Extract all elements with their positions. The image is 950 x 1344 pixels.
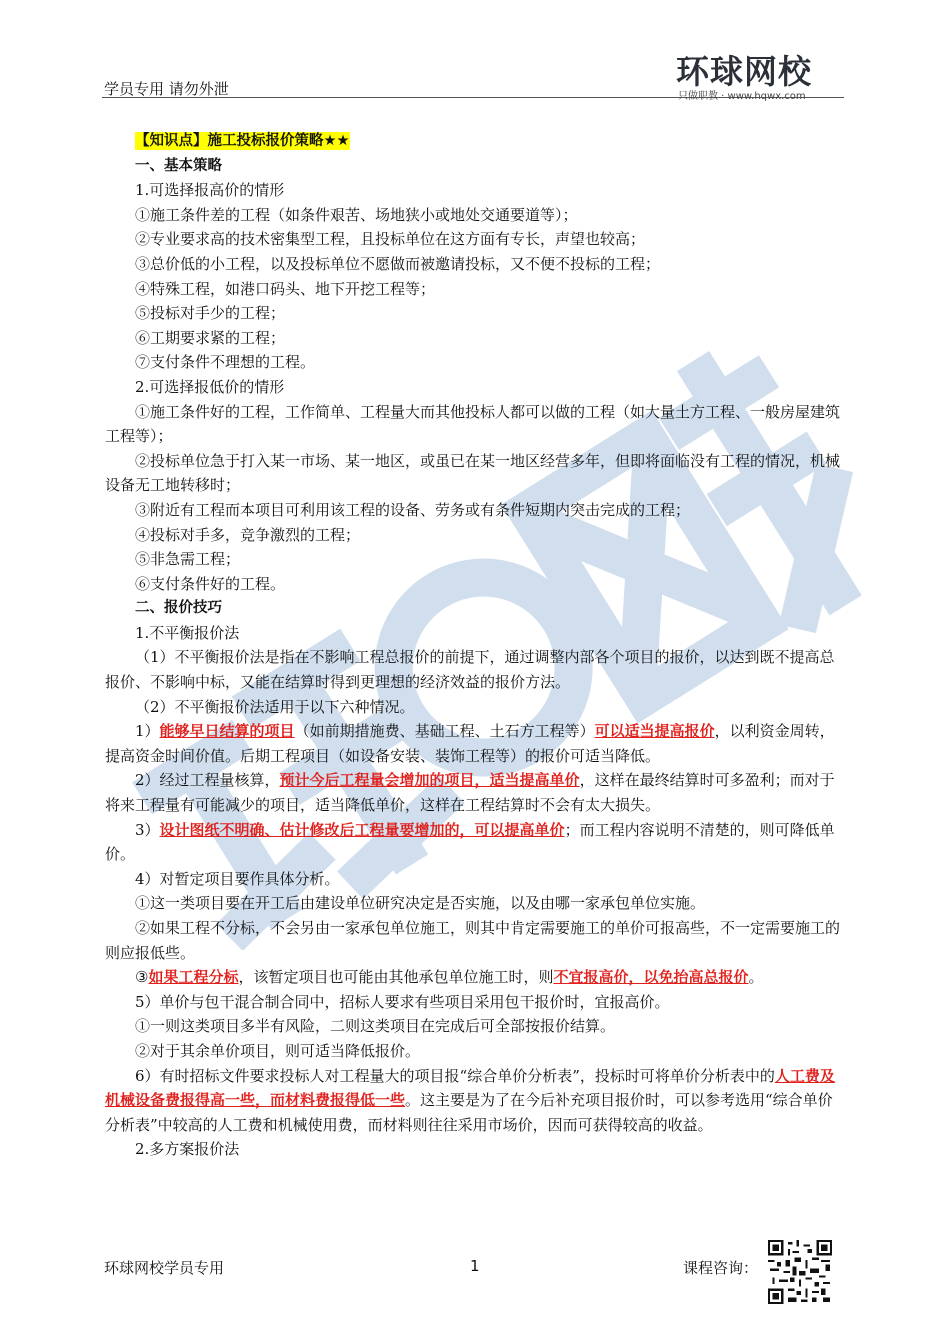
paragraph-case-4: 4）对暂定项目要作具体分析。 <box>135 869 340 888</box>
paragraph-case-1 <box>105 719 845 768</box>
list-item: ③总价低的小工程，以及投标单位不愿做而被邀请投标，又不便不投标的工程； <box>135 254 661 273</box>
list-item: ②专业要求高的技术密集型工程，且投标单位在这方面有专长，声望也较高； <box>135 230 646 249</box>
list-item: ①一则这类项目多半有风险，二则这类项目在完成后可全部按报价结算。 <box>135 1017 616 1036</box>
paragraph-case-2 <box>105 768 845 817</box>
text-run: ；而工程内容说明不清楚的，则可降低单价。 <box>105 820 835 864</box>
header-confidential-text: 学员专用 请勿外泄 <box>104 80 229 98</box>
list-item: ⑤非急需工程； <box>135 550 241 569</box>
paragraph: （1）不平衡报价法是指在不影响工程总报价的前提下，通过调整内部各个项目的报价，以达到既不提高总报价、不影响中标，又能在结算时得到更理想的经济效益的报价方法。 <box>105 648 835 692</box>
brand-logo <box>676 54 844 110</box>
list-item: ③附近有工程而本项目可利用该工程的设备、劳务或有条件短期内突击完成的工程； <box>135 500 691 519</box>
text-run: ③ <box>135 968 149 987</box>
emphasis-text: 不宜报高价，以免抬高总报价 <box>553 968 749 987</box>
document-body <box>105 128 845 1162</box>
list-item: ⑥支付条件好的工程。 <box>135 574 286 593</box>
list-item: ④特殊工程，如港口码头、地下开挖工程等； <box>135 279 436 298</box>
paragraph-case-3 <box>105 818 845 867</box>
subheading-low-price: 2.可选择报低价的情形 <box>135 377 285 396</box>
list-item <box>105 965 845 990</box>
list-item: ②如果工程不分标，不会另由一家承包单位施工，则其中肯定需要施工的单价可报高些，不一定需要施工的则应报低些。 <box>105 919 841 962</box>
list-item: ⑦支付条件不理想的工程。 <box>135 353 316 372</box>
section-heading-pricing-skills: 二、报价技巧 <box>135 600 222 617</box>
text-run: 6）有时招标文件要求投标人对工程量大的项目报“综合单价分析表”，投标时可将单价分析表中的 <box>135 1066 775 1085</box>
subheading-high-price: 1.可选择报高价的情形 <box>135 181 285 200</box>
list-item: ①施工条件好的工程，工作简单、工程量大而其他投标人都可以做的工程（如大量土方工程、一般房屋建筑工程等）； <box>105 402 841 446</box>
list-item: ②对于其余单价项目，则可适当降低报价。 <box>135 1041 421 1060</box>
footer-consult-label: 课程咨询： <box>683 1259 759 1277</box>
emphasis-text: 可以适当提高报价 <box>594 722 715 741</box>
paragraph-case-6 <box>105 1064 845 1138</box>
list-item: ①施工条件差的工程（如条件艰苦、场地狭小或地处交通要道等）； <box>135 205 578 224</box>
page-number: 1 <box>470 1257 480 1275</box>
logo-sub-text: 只做职教 · www.hqwx.com <box>678 91 806 102</box>
list-item: ⑥工期要求紧的工程； <box>135 328 286 347</box>
text-run: 2）经过工程量核算， <box>135 771 280 790</box>
emphasis-text: 预计今后工程量会增加的项目，适当提高单价 <box>279 771 580 790</box>
text-run: 。这主要是为了在今后补充项目报价时，可以参考选用“综合单价分析表”中较高的人工费和机械使用费，而材料则往往采用市场价，因而可获得较高的收益。 <box>105 1091 833 1134</box>
list-item: ④投标对手多，竞争激烈的工程； <box>135 525 361 544</box>
text-run: ，这样在最终结算时可多盈利；而对于将来工程量有可能减少的项目，适当降低单价，这样在工程结算时不会有太大损失。 <box>105 771 835 815</box>
footer-left-text: 环球网校学员专用 <box>104 1259 225 1277</box>
subheading-multi-scheme: 2.多方案报价法 <box>135 1140 240 1159</box>
list-item: ②投标单位急于打入某一市场、某一地区，或虽已在某一地区经营多年，但即将面临没有工程的情况，机械设备无工地转移时； <box>105 451 841 495</box>
text-run: 。 <box>748 968 764 987</box>
paragraph: （2）不平衡报价法适用于以下六种情况。 <box>135 697 415 716</box>
qr-code-icon <box>768 1240 832 1304</box>
text-run: 1） <box>135 722 160 741</box>
logo-main-text: 环球网校 <box>676 52 812 91</box>
list-item: ①这一类项目要在开工后由建设单位研究决定是否实施，以及由哪一家承包单位实施。 <box>135 894 706 913</box>
paragraph-case-5: 5）单价与包干混合制合同中，招标人要求有些项目采用包干报价时，宜报高价。 <box>135 992 670 1011</box>
text-run: 3） <box>135 820 160 839</box>
emphasis-text: 如果工程分标 <box>148 968 239 987</box>
text-run: ，该暂定项目也可能由其他承包单位施工时，则 <box>238 968 554 987</box>
emphasis-text: 能够早日结算的项目 <box>159 722 295 741</box>
emphasis-text: 人工费及机械设备费报得高一些，而材料费报得低一些 <box>105 1066 835 1110</box>
section-heading-basic-strategy: 一、基本策略 <box>135 157 222 174</box>
text-run: （如前期措施费、基础工程、土石方工程等） <box>294 722 595 741</box>
text-run: ，以利资金周转，提高资金时间价值。后期工程项目（如设备安装、装饰工程等）的报价可适当降低。 <box>105 722 835 765</box>
list-item: ⑤投标对手少的工程； <box>135 304 286 323</box>
knowledge-point-title: 【知识点】施工投标报价策略★★ <box>135 133 350 149</box>
subheading-unbalanced-bid: 1.不平衡报价法 <box>135 623 240 642</box>
emphasis-text: 设计图纸不明确、估计修改后工程量要增加的，可以提高单价 <box>159 820 565 839</box>
